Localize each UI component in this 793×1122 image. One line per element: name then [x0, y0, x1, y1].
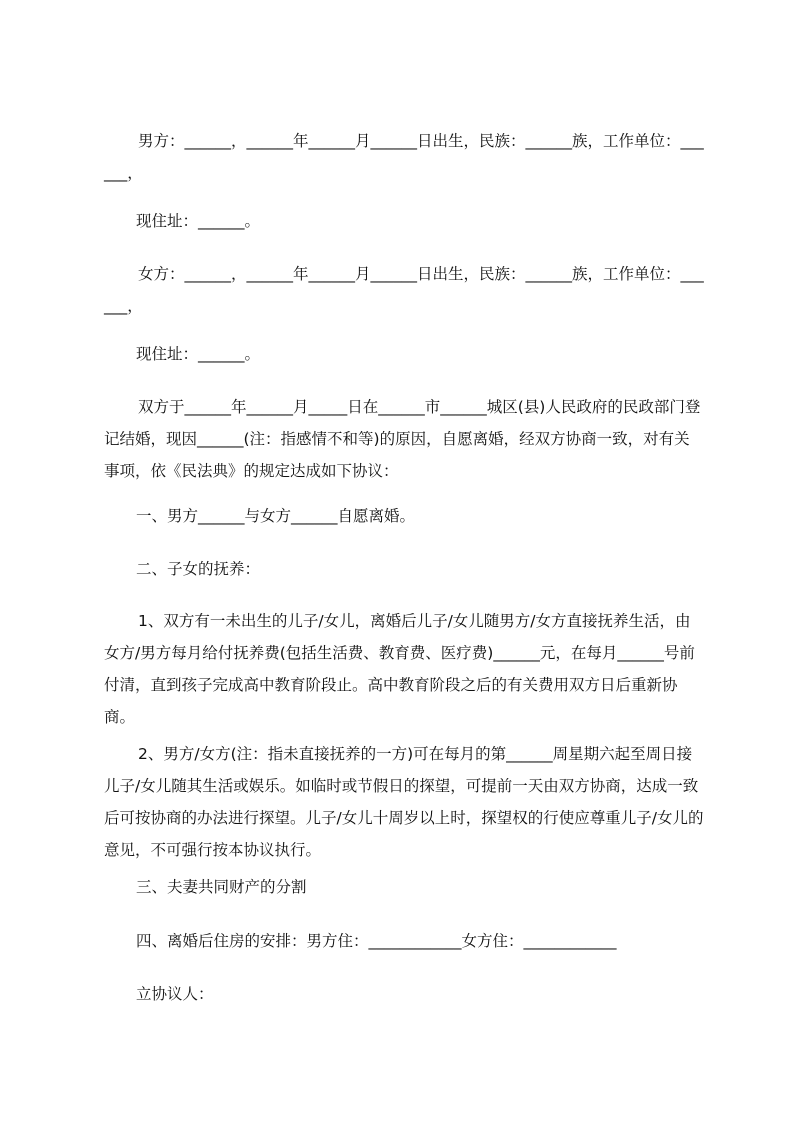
paragraph-husband-address: 现住址：______。 [136, 212, 261, 230]
clause-two-item-1: 1、双方有一未出生的儿子/女儿，离婚后儿子/女儿随男方/女方直接抚养生活，由女方/男方每月给付抚养费(包括生活费、教育费、医疗费)______元，在每月______号前付清，直到孩子完成高中教育阶段止。高中教育阶段之后的有关费用双方日后重新协商。 [104, 612, 695, 726]
paragraph-wife-address: 现住址：______。 [136, 345, 261, 363]
clause-two-item-2: 2、男方/女方(注：指未直接抚养的一方)可在每月的第______周星期六起至周日接儿子/女儿随其生活或娱乐。如临时或节假日的探望，可提前一天由双方协商，达成一致后可按协商的办法进行探望。儿子/女儿十周岁以上时，探望权的行使应尊重儿子/女儿的意见，不可强行按本协议执行。 [104, 745, 704, 859]
clause-one-divorce: 一、男方______与女方______自愿离婚。 [136, 507, 416, 525]
paragraph-wife-info: 女方：______，______年______月______日出生，民族：______族，工作单位：______， [104, 265, 704, 315]
clause-two-child-custody-heading: 二、子女的抚养： [136, 560, 261, 578]
paragraph-husband-info: 男方：______，______年______月______日出生，民族：______族，工作单位：______， [104, 132, 704, 182]
clause-four-housing: 四、离婚后住房的安排：男方住：____________女方住：____________ [136, 932, 617, 950]
clause-three-property-division: 三、夫妻共同财产的分割 [136, 878, 307, 896]
signatories-label: 立协议人： [136, 985, 214, 1003]
paragraph-marriage-statement: 双方于______年______月_____日在______市______城区(县)人民政府的民政部门登记结婚，现因______(注：指感情不和等)的原因，自愿离婚，经双方协商一致，对有关事项，依《民法典》的规定达成如下协议： [104, 398, 701, 480]
